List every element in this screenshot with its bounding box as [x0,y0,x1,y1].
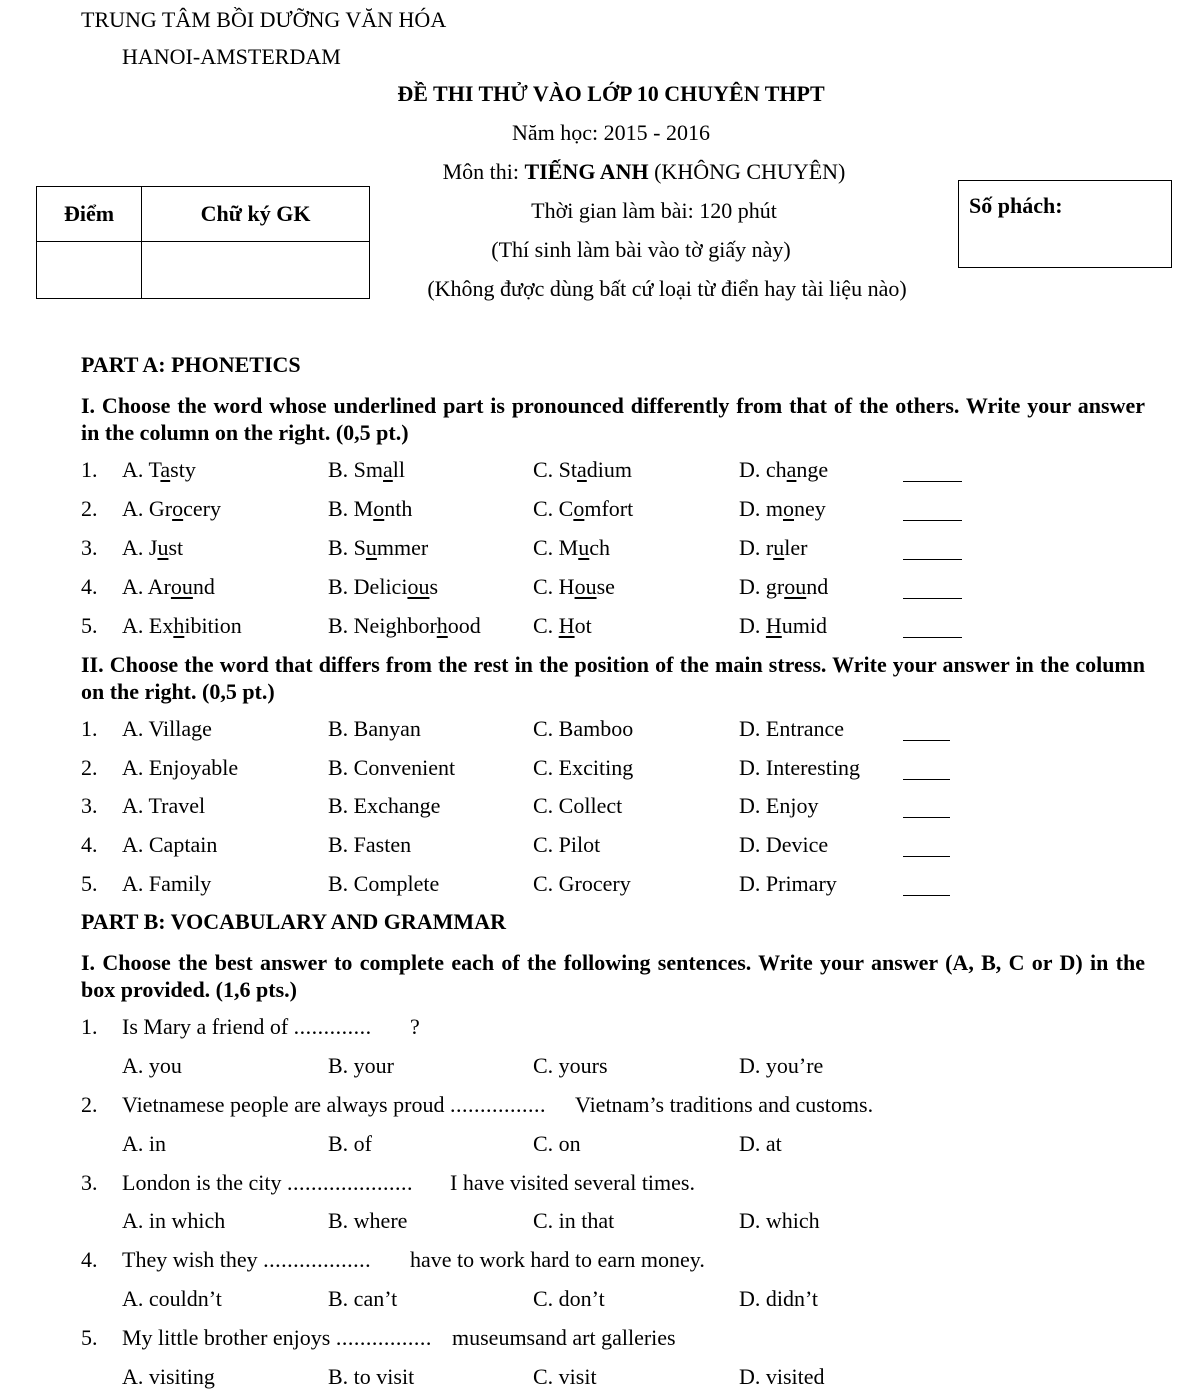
question-number: 5. [81,613,98,638]
question-stem: My little brother enjoys ................ [122,1325,432,1350]
answer-blank[interactable] [903,520,962,521]
question-number: 2. [81,755,98,780]
answer-blank[interactable] [903,598,962,599]
stress-row [0,755,1200,785]
underlined-part: ou [170,574,193,599]
phonetics-row [0,535,1200,565]
answer-option: B. Banyan [328,716,421,741]
question-number: 4. [81,574,98,599]
exam-note-2: (Không được dùng bất cứ loại từ điển hay tài liệu nào) [427,276,907,301]
underlined-part: a [383,457,393,482]
phonetics-row [0,496,1200,526]
question-number: 1. [81,1014,98,1039]
answer-option: C. Hot [533,613,592,638]
so-phach-label: Số phách: [969,193,1063,218]
answer-option: A. in [122,1131,166,1156]
examiner-signature-header: Chữ ký GK [142,187,370,242]
options-row [0,1208,1200,1238]
underlined-part: u [365,535,377,560]
stress-row [0,716,1200,746]
answer-blank[interactable] [903,481,962,482]
school-year: Năm học: 2015 - 2016 [512,120,710,145]
subject-suffix: (KHÔNG CHUYÊN) [648,159,846,184]
part-b-title: PART B: VOCABULARY AND GRAMMAR [81,909,506,934]
exam-note-1: (Thí sinh làm bài vào tờ giấy này) [491,237,791,262]
answer-option: D. ruler [739,535,808,560]
answer-blank[interactable] [903,779,950,780]
answer-option: B. Neighborhood [328,613,481,638]
score-header: Điểm [37,187,142,242]
part-a-title: PART A: PHONETICS [81,352,301,377]
options-row [0,1286,1200,1316]
answer-option: D. Entrance [739,716,845,741]
answer-option: A. Exhibition [122,613,242,638]
phonetics-row [0,613,1200,643]
center-location: HANOI-AMSTERDAM [122,44,341,69]
exam-time: Thời gian làm bài: 120 phút [531,198,777,223]
question-stem: Vietnamese people are always proud ................ [122,1092,546,1117]
question-number: 3. [81,793,98,818]
stress-row [0,871,1200,901]
question-number: 5. [81,1325,98,1350]
answer-option: D. Interesting [739,755,860,780]
answer-blank[interactable] [903,856,950,857]
question-number: 3. [81,535,98,560]
answer-option: A. couldn’t [122,1286,222,1311]
subject-name: TIẾNG ANH [524,159,649,184]
answer-option: D. didn’t [739,1286,819,1311]
answer-option: C. on [533,1131,581,1156]
question-stem: London is the city ..................... [122,1170,413,1195]
answer-option: A. Village [122,716,212,741]
answer-option: B. can’t [328,1286,398,1311]
question-number: 2. [81,496,98,521]
answer-option: B. Convenient [328,755,456,780]
answer-option: C. don’t [533,1286,605,1311]
answer-blank[interactable]: ............. [293,1014,372,1039]
answer-option: C. yours [533,1053,608,1078]
answer-option: D. Enjoy [739,793,819,818]
question-number: 1. [81,457,98,482]
underlined-part: o [783,496,794,521]
answer-option: A. Travel [122,793,206,818]
question-stem-end: museumsand art galleries [452,1325,676,1350]
answer-blank[interactable] [903,559,962,560]
answer-option: A. you [122,1053,182,1078]
answer-option: B. Fasten [328,832,412,857]
part-a-sec2-instruction: II. Choose the word that differs from the rest in the position of the main stress. Write your answer in the column on the right. (0,5 pt.) [81,652,1145,704]
answer-option: B. Small [328,457,406,482]
underlined-part: H [765,613,782,638]
answer-option: B. to visit [328,1364,415,1389]
answer-option: D. you’re [739,1053,824,1078]
underlined-part: ou [407,574,430,599]
answer-option: C. Collect [533,793,623,818]
answer-blank[interactable] [903,895,950,896]
score-table [36,186,370,299]
answer-option: B. Exchange [328,793,441,818]
answer-option: B. Summer [328,535,429,560]
answer-option: D. change [739,457,829,482]
answer-option: A. Family [122,871,212,896]
answer-option: C. visit [533,1364,597,1389]
underlined-part: h [436,613,448,638]
answer-option: D. Device [739,832,829,857]
underlined-part: u [157,535,169,560]
question-stem-end: I have visited several times. [450,1170,695,1195]
question-stem-end: Vietnam’s traditions and customs. [575,1092,874,1117]
answer-option: B. of [328,1131,372,1156]
answer-option: B. Month [328,496,413,521]
underlined-part: a [160,457,171,482]
underlined-part: o [373,496,385,521]
answer-blank[interactable]: ..................... [286,1170,413,1195]
underlined-part: o [573,496,585,521]
underlined-part: h [173,613,185,638]
question-number: 4. [81,832,98,857]
question-stem: Is Mary a friend of ............. [122,1014,372,1039]
answer-option: D. visited [739,1364,825,1389]
answer-blank[interactable] [903,740,950,741]
subject-prefix: Môn thi: [442,159,525,184]
stress-row [0,832,1200,862]
answer-option: C. in that [533,1208,615,1233]
answer-option: C. Stadium [533,457,633,482]
answer-option: A. in which [122,1208,226,1233]
answer-option: D. which [739,1208,820,1233]
so-phach-box[interactable] [958,180,1172,268]
answer-option: C. Grocery [533,871,631,896]
answer-option: B. your [328,1053,394,1078]
question-stem-end: ? [410,1014,420,1039]
underlined-part: u [773,535,785,560]
stress-row [0,793,1200,823]
answer-option: D. at [739,1131,782,1156]
answer-option: C. House [533,574,615,599]
question-number: 2. [81,1092,98,1117]
part-b-sec1-instruction: I. Choose the best answer to complete each of the following sentences. Write your answer (A, B, C or D) in the box provided. (1,6 pts.) [81,950,1145,1002]
answer-option: B. Complete [328,871,440,896]
answer-option: C. Much [533,535,611,560]
question-stem-end: have to work hard to earn money. [410,1247,705,1272]
question-number: 5. [81,871,98,896]
answer-option: B. where [328,1208,408,1233]
options-row [0,1053,1200,1083]
answer-option: D. Primary [739,871,837,896]
answer-blank[interactable] [903,817,950,818]
answer-option: A. visiting [122,1364,215,1389]
answer-option: A. Captain [122,832,218,857]
answer-option: A. Enjoyable [122,755,239,780]
underlined-part: H [558,613,575,638]
score-cell[interactable] [37,242,142,299]
answer-option: D. Humid [739,613,828,638]
question-number: 3. [81,1170,98,1195]
answer-option: A. Grocery [122,496,221,521]
answer-option: C. Exciting [533,755,634,780]
answer-option: D. ground [739,574,829,599]
options-row [0,1364,1200,1394]
examiner-signature-cell[interactable] [142,242,370,299]
answer-option: C. Comfort [533,496,634,521]
answer-blank[interactable]: ................ [449,1092,546,1117]
answer-blank[interactable]: ................ [335,1325,432,1350]
underlined-part: ou [574,574,597,599]
underlined-part: u [578,535,590,560]
phonetics-row [0,457,1200,487]
answer-option: A. Just [122,535,184,560]
answer-option: D. money [739,496,826,521]
answer-option: A. Tasty [122,457,196,482]
phonetics-row [0,574,1200,604]
center-name: TRUNG TÂM BỒI DƯỠNG VĂN HÓA [81,7,447,32]
underlined-part: ou [784,574,807,599]
underlined-part: a [577,457,587,482]
answer-option: A. Around [122,574,215,599]
options-row [0,1131,1200,1161]
answer-option: C. Bamboo [533,716,634,741]
part-a-sec1-instruction: I. Choose the word whose underlined part is pronounced differently from that of the others. Write your answer in the column on the right. (0,5 pt.) [81,393,1145,445]
question-number: 1. [81,716,98,741]
question-number: 4. [81,1247,98,1272]
answer-blank[interactable] [903,637,962,638]
question-stem: They wish they .................. [122,1247,372,1272]
answer-option: B. Delicious [328,574,438,599]
answer-blank[interactable]: .................. [263,1247,372,1272]
underlined-part: a [786,457,797,482]
answer-option: C. Pilot [533,832,601,857]
underlined-part: o [172,496,184,521]
exam-title: ĐỀ THI THỬ VÀO LỚP 10 CHUYÊN THPT [397,81,825,106]
